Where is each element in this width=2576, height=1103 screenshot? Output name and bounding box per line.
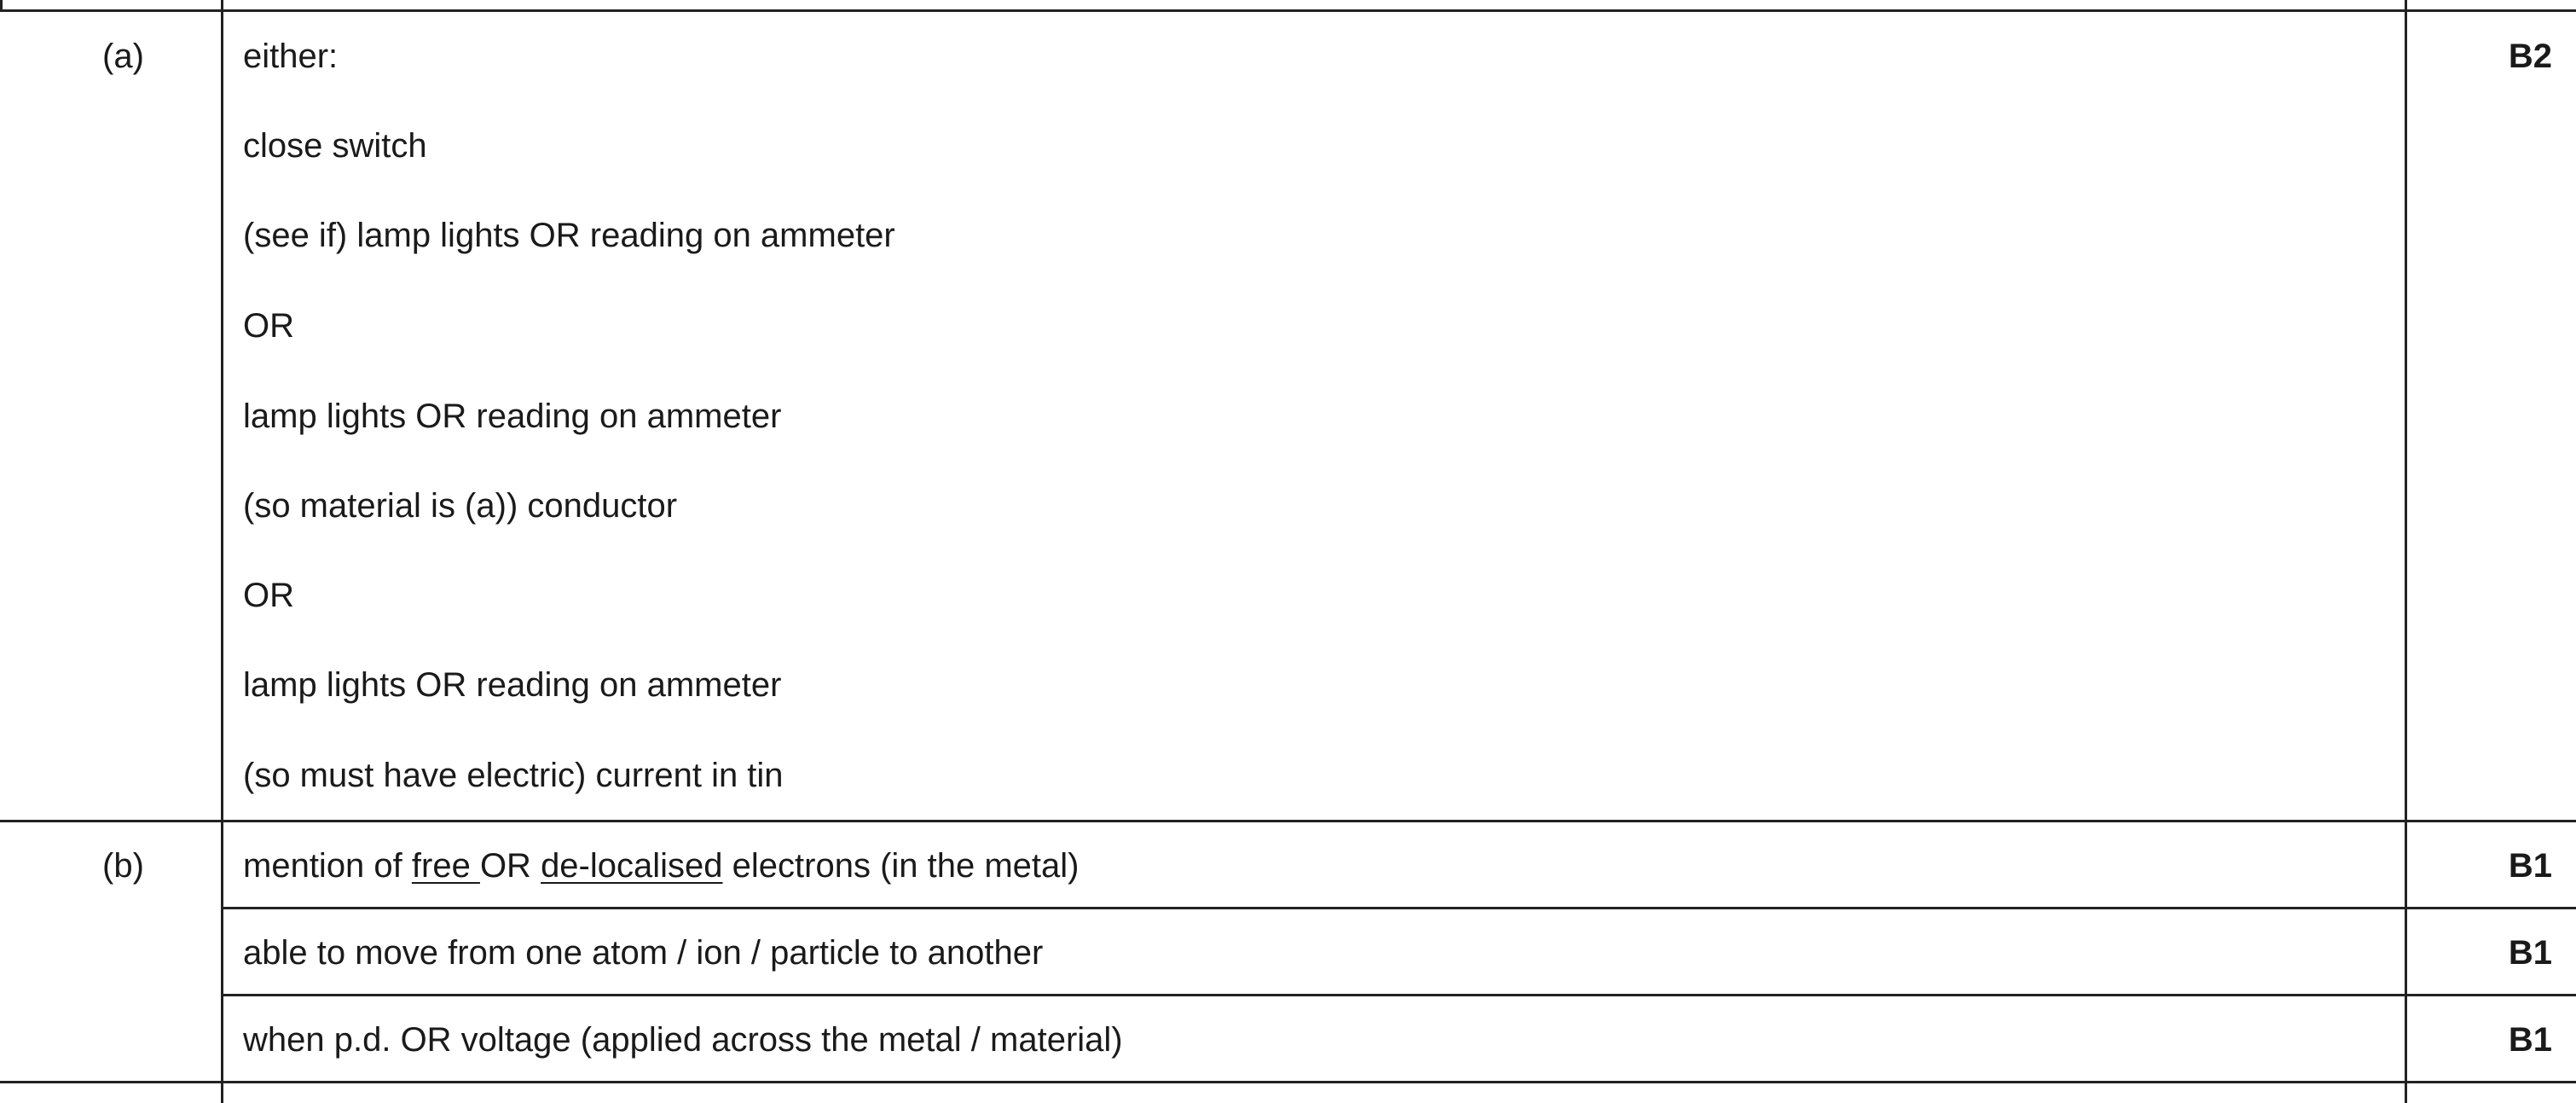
answer-line: OR: [243, 577, 294, 614]
column-divider-marks: [2405, 0, 2407, 1103]
answer-text: electrons (in the metal): [722, 847, 1080, 885]
answer-line-b2: able to move from one atom / ion / particle to another: [243, 934, 1044, 972]
answer-line: (see if) lamp lights OR reading on ammeter: [243, 217, 895, 254]
mark-a: B2: [2508, 38, 2552, 75]
answer-text: mention of: [243, 847, 412, 885]
mark-b2: B1: [2508, 934, 2552, 972]
answer-line: (so must have electric) current in tin: [243, 757, 784, 794]
table-top-rule: [0, 9, 2576, 12]
underlined-term-free: free: [411, 847, 480, 885]
answer-line: (so material is (a)) conductor: [243, 487, 678, 525]
column-divider-question: [221, 0, 223, 1103]
question-label-b: (b): [102, 847, 144, 885]
row-divider-b1-b2: [221, 907, 2576, 909]
answer-line-b3: when p.d. OR voltage (applied across the metal / material): [243, 1021, 1123, 1059]
answer-line-b1: [243, 845, 1079, 886]
answer-text: OR: [479, 847, 541, 885]
mark-b3: B1: [2508, 1021, 2552, 1059]
answer-line: close switch: [243, 127, 427, 165]
mark-b1: B1: [2508, 847, 2552, 885]
answer-line: either:: [243, 38, 339, 75]
question-label-a: (a): [102, 38, 144, 75]
row-divider-a-b: [0, 820, 2576, 822]
answer-line: lamp lights OR reading on ammeter: [243, 398, 782, 435]
answer-line: OR: [243, 307, 294, 345]
answer-line: lamp lights OR reading on ammeter: [243, 666, 782, 704]
row-divider-b2-b3: [221, 994, 2576, 996]
underlined-term-delocalised: de-localised: [541, 847, 723, 885]
table-bottom-rule: [0, 1081, 2576, 1083]
